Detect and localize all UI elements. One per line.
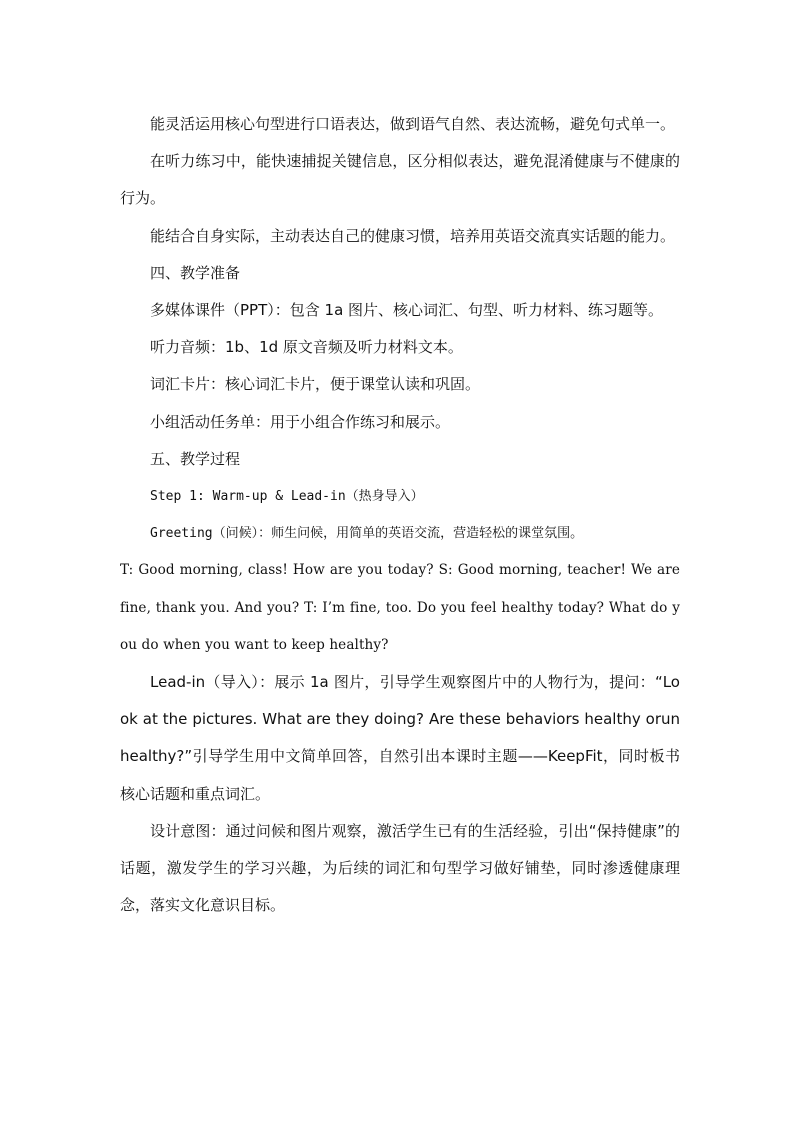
paragraph-task-sheet: 小组活动任务单：用于小组合作练习和展示。: [150, 412, 451, 431]
paragraph-ppt: 多媒体课件（PPT）：包含 1a 图片、核心词汇、句型、听力材料、练习题等。: [150, 301, 664, 320]
paragraph-speaking-goal: 能灵活运用核心句型进行口语表达，做到语气自然、表达流畅，避免句式单一。: [150, 115, 676, 133]
paragraph-design-intent: 设计意图：通过问候和图片观察，激活学生已有的生活经验，引出“保持健康”的话题，激发学生的学习兴趣，为后续的词汇和句型学习做好铺垫，同时渗透健康理念，落实文化意识目标。: [120, 821, 680, 915]
section-heading-process: 五、教学过程: [150, 449, 241, 468]
paragraph-word-cards: 词汇卡片：核心词汇卡片，便于课堂认读和巩固。: [150, 375, 481, 394]
section-heading-preparation: 四、教学准备: [150, 263, 241, 282]
paragraph-lead-in: Lead-in（导入）：展示 1a 图片，引导学生观察图片中的人物行为，提问：“Look at the pictures. What are they doing? Are these behaviors healthy orunhealthy?”引导学生用中文简单回答，自然引出本课时主题——KeepFit，同时板书核心话题和重点词汇。: [120, 673, 680, 803]
paragraph-audio: 听力音频：1b、1d 原文音频及听力材料文本。: [150, 338, 463, 357]
paragraph-greeting: Greeting（问候）：师生问候，用简单的英语交流，营造轻松的课堂氛围。: [150, 526, 584, 542]
step-heading: Step 1: Warm-up & Lead-in（热身导入）: [150, 489, 424, 505]
paragraph-dialogue: T: Good morning, class! How are you today? S: Good morning, teacher! We are fine, thank you. And you? T: I’m fine, too. Do you feel healthy today? What do you do when you want to keep healthy?: [120, 562, 680, 653]
paragraph-expression-goal: 能结合自身实际，主动表达自己的健康习惯，培养用英语交流真实话题的能力。: [150, 226, 676, 245]
document-body: [120, 106, 680, 924]
paragraph-listening-goal: 在听力练习中，能快速捕捉关键信息，区分相似表达，避免混淆健康与不健康的行为。: [120, 152, 680, 208]
